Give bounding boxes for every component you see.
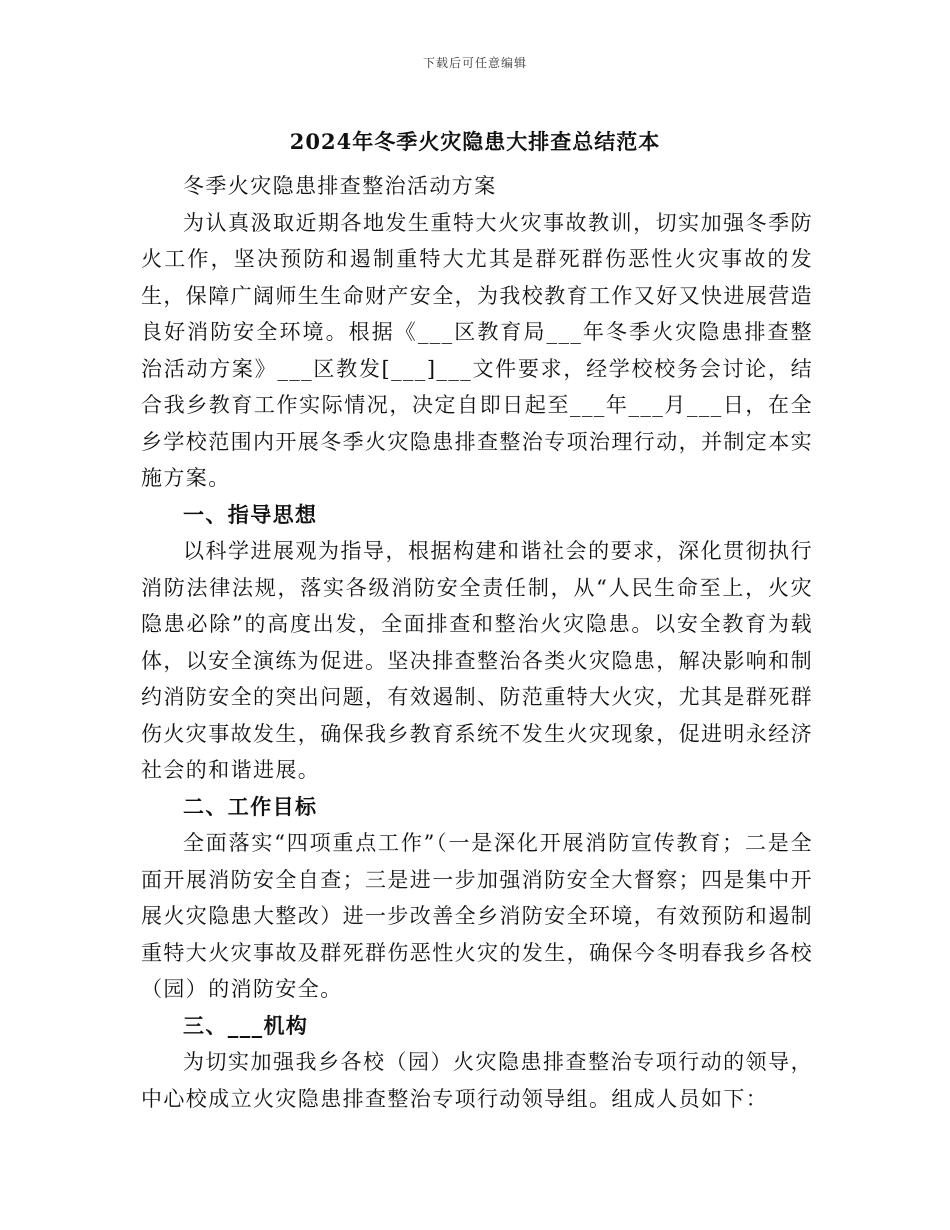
section-body-work-goals: 全面落实“四项重点工作”（一是深化开展消防宣传教育；二是全面开展消防安全自查；三是进一步加强消防安全大督察；四是集中开展火灾隐患大整改）进一步改善全乡消防安全环境，有效预防和遏制重特大火灾事故及群死群伤恶性火灾的发生，确保今冬明春我乡各校（园）的消防安全。	[141, 831, 813, 1001]
section-heading-work-goals: 二、工作目标	[183, 793, 318, 819]
document-title: 2024年冬季火灾隐患大排查总结范本	[289, 129, 661, 154]
document-body	[141, 168, 813, 1117]
page-header-note: 下载后可任意编辑	[422, 56, 527, 70]
section-body-organization: 为切实加强我乡各校（园）火灾隐患排查整治专项行动的领导，中心校成立火灾隐患排查整治专项行动领导组。组成人员如下：	[141, 1050, 813, 1111]
section-body-guiding-ideology: 以科学进展观为指导，根据构建和谐社会的要求，深化贯彻执行消防法律法规，落实各级消防安全责任制，从“人民生命至上，火灾隐患必除”的高度出发，全面排查和整治火灾隐患。以安全教育为载体，以安全演练为促进。坚决排查整治各类火灾隐患，解决影响和制约消防安全的突出问题，有效遏制、防范重特大火灾，尤其是群死群伤火灾事故发生，确保我乡教育系统不发生火灾现象，促进明永经济社会的和谐进展。	[141, 539, 813, 782]
section-heading-organization: 三、___机构	[183, 1012, 309, 1038]
intro-paragraph: 为认真汲取近期各地发生重特大火灾事故教训，切实加强冬季防火工作，坚决预防和遏制重特大尤其是群死群伤恶性火灾事故的发生，保障广阔师生生命财产安全，为我校教育工作又好又快进展营造良好消防安全环境。根据《___区教育局___年冬季火灾隐患排查整治活动方案》___区教发[___]___文件要求，经学校校务会讨论，结合我乡教育工作实际情况，决定自即日起至___年___月___日，在全乡学校范围内开展冬季火灾隐患排查整治专项治理行动，并制定本实施方案。	[141, 210, 813, 490]
section-heading-guiding-ideology: 一、指导思想	[183, 501, 318, 527]
document-subtitle: 冬季火灾隐患排查整治活动方案	[183, 174, 497, 198]
